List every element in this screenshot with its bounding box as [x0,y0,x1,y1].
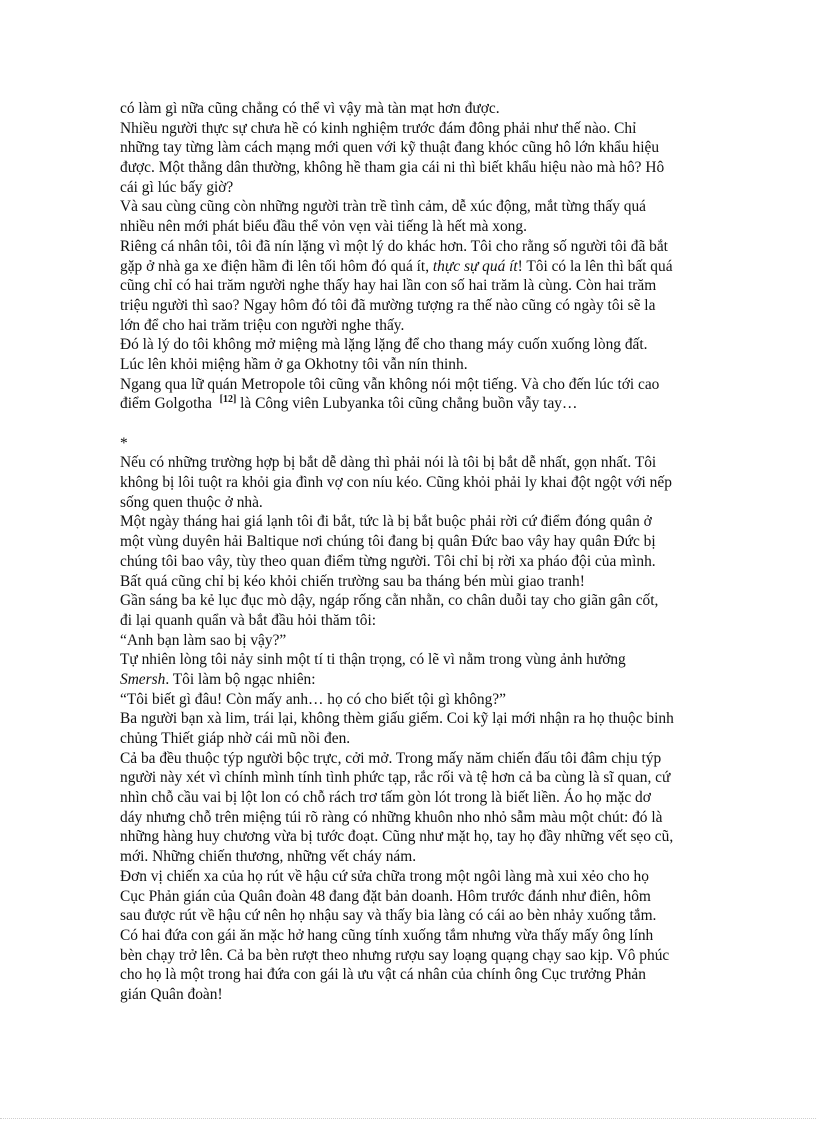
text-line: cái gì lúc bấy giờ? [120,178,234,196]
text-line: sống quen thuộc ở nhà. [120,493,263,511]
italic-text: Smersh [120,670,166,688]
text-line [120,394,700,414]
text-line: Ngang qua lữ quán Metropole tôi cũng vẫn không nói một tiếng. Và cho đến lúc tới cao [120,375,660,393]
text-line: Lúc lên khỏi miệng hầm ở ga Okhotny tôi vẫn nín thinh. [120,355,468,373]
paragraph [120,335,700,374]
text-line: dáy nhưng chỗ trên miệng túi rõ ràng có những khuôn nho nhỏ sẫm màu một chút: đó là [120,808,663,826]
paragraph [120,631,700,651]
text-segment: . Tôi làm bộ ngạc nhiên: [165,670,316,688]
text-line: Riêng cá nhân tôi, tôi đã nín lặng vì một lý do khác hơn. Tôi cho rằng số người tôi đã bắt [120,237,668,255]
text-line: sau được rút về hậu cứ nên họ nhậu say và thấy bia làng có cái ao bèn nhảy xuống tắm. [120,907,657,925]
footnote-marker[interactable]: [12] [219,394,237,406]
text-line [120,670,700,690]
text-line: “Anh bạn làm sao bị vậy?” [120,631,287,649]
text-segment: ! Tôi có la lên thì bất quá [517,257,673,275]
text-line: người này xét vì chính mình tính tình phức tạp, rắc rối và tệ hơn cả ba cùng là sĩ quan, cứ [120,769,671,787]
text-line: Tự nhiên lòng tôi nảy sinh một tí ti thận trọng, có lẽ vì nằm trong vùng ảnh hưởng [120,651,626,669]
body-text [120,99,700,1005]
text-line: cũng chỉ có hai trăm người nghe thấy hay hai lần con số hai trăm là cùng. Còn hai trăm [120,277,657,295]
text-line: Một ngày tháng hai giá lạnh tôi đi bắt, tức là bị bắt buộc phải rời cứ điểm đóng quân ở [120,513,652,531]
text-line: Ba người bạn xà lim, trái lại, không thèm giấu giếm. Coi kỹ lại mới nhận ra họ thuộc binh [120,710,674,728]
paragraph [120,650,700,689]
paragraph [120,867,700,1005]
text-line: Cả ba đều thuộc týp người bộc trực, cởi mở. Trong mấy năm chiến đấu tôi đâm chịu týp [120,749,662,767]
paragraph [120,709,700,748]
text-line: Nhiều người thực sự chưa hề có kinh nghiệm trước đám đông phải như thế nào. Chỉ [120,119,637,137]
paragraph [120,197,700,236]
paragraph [120,749,700,867]
text-line: Nếu có những trường hợp bị bắt dễ dàng thì phải nói là tôi bị bắt dễ nhất, gọn nhất. Tôi [120,454,657,472]
text-line: những tay từng làm cách mạng mới quen với kỹ thuật đang khóc cũng hô lớn khẩu hiệu [120,139,660,157]
paragraph [120,512,700,591]
text-line: gián Quân đoàn! [120,985,223,1003]
text-line: nhìn chỗ cầu vai bị lột lon có chỗ rách trơ tấm gòn lót trong là biết liền. Áo họ mặc dơ [120,789,651,807]
text-line: Cục Phản gián của Quân đoàn 48 đang đặt bản doanh. Hôm trước đánh như điên, hôm [120,887,651,905]
text-line: Đơn vị chiến xa của họ rút về hậu cứ sửa chữa trong một ngôi làng mà xui xẻo cho họ [120,867,649,885]
text-line: Đó là lý do tôi không mở miệng mà lặng lặng để cho thang máy cuốn xuống lòng đất. [120,336,648,354]
text-segment: là Công viên Lubyanka tôi cũng chẳng buồn vẫy tay… [240,395,578,413]
text-line: Gần sáng ba kẻ lục đục mò dậy, ngáp rống cằn nhằn, co chân duỗi tay cho giãn gân cốt, [120,592,659,610]
text-line: cho họ là một trong hai đứa con gái là ưu vật cá nhân của chính ông Cục trưởng Phản [120,966,646,984]
text-line: chúng tôi bao vây, tùy theo quan điểm từng người. Tôi chỉ bị rời xa pháo đội của mình. [120,552,656,570]
text-line: được. Một thằng dân thường, không hề tham gia cái ni thì biết khẩu hiệu nào mà hô? Hô [120,159,665,177]
text-segment: điểm Golgotha [120,395,212,413]
text-line: triệu người thì sao? Ngay hôm đó tôi đã mường tượng ra thế nào cũng có ngày tôi sẽ la [120,296,656,314]
paragraph [120,690,700,710]
text-line: Bất quá cũng chỉ bị kéo khỏi chiến trường sau ba tháng bén mùi giao tranh! [120,572,585,590]
text-line: mới. Những chiến thương, những vết cháy nám. [120,848,417,866]
text-line: có làm gì nữa cũng chẳng có thể vì vậy mà tàn mạt hơn được. [120,100,500,117]
page-bottom-rule [0,1118,816,1119]
text-line: những hàng huy chương vừa bị tước đoạt. Cũng như mặt họ, tay họ đầy những vết sẹo cũ, [120,828,674,846]
paragraph [120,99,700,119]
text-line: lớn để cho hai trăm triệu con người nghe thấy. [120,316,405,334]
text-line: chủng Thiết giáp nhờ cái mũ nồi đen. [120,730,351,747]
text-line: đi lại quanh quẩn và bắt đầu hỏi thăm tôi: [120,611,377,629]
paragraph [120,375,700,414]
text-line: “Tôi biết gì đâu! Còn mấy anh… họ có cho biết tội gì không?” [120,690,506,708]
text-line: Có hai đứa con gái ăn mặc hở hang cũng tính xuống tắm nhưng vừa thấy mấy ông lính [120,926,654,944]
section-separator: * [120,434,128,452]
paragraph [120,453,700,512]
paragraph [120,237,700,335]
text-line: Và sau cùng cũng còn những người tràn trề tình cảm, dễ xúc động, mắt từng thấy quá [120,198,646,216]
text-line [120,257,700,277]
text-line: nhiều nên mới phát biểu đầu thể vỏn vẹn vài tiếng là hết mà xong. [120,218,527,236]
text-line: một vùng duyên hải Baltique nơi chúng tôi đang bị quân Đức bao vây hay quân Đức bị [120,533,656,551]
emphasis-text: thực sự quá ít [432,257,518,275]
text-line: bèn chạy trở lên. Cả ba bèn rượt theo nhưng rượu say loạng quạng chạy sao kịp. Vô phúc [120,946,670,964]
blank-line [120,414,700,434]
paragraph [120,119,700,198]
text-line: không bị lôi tuột ra khỏi gia đình vợ con níu kéo. Cũng khỏi phải ly khai đột ngột với nếp [120,474,672,492]
text-segment: gặp ở nhà ga xe điện hầm đi lên tối hôm đó quá ít, [120,257,430,275]
paragraph [120,591,700,630]
